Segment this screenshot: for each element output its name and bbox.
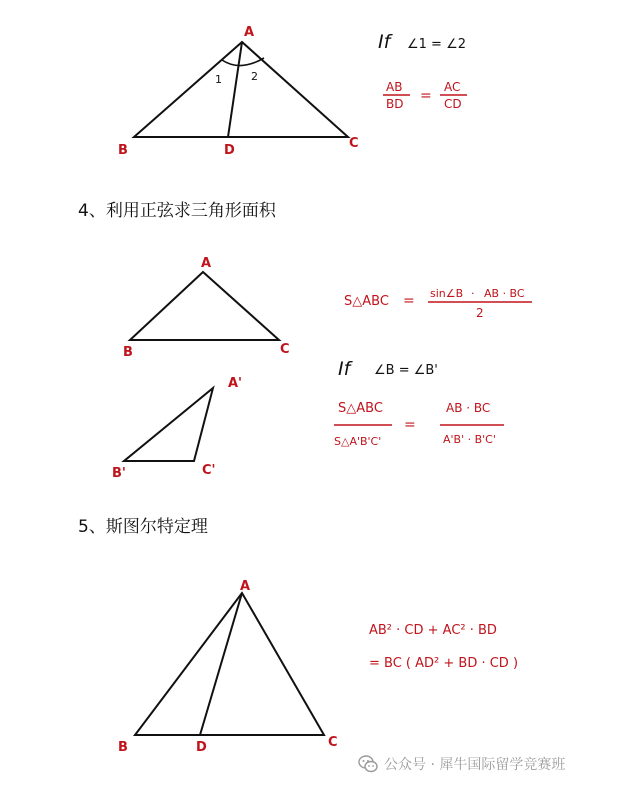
condition-if: If — [378, 31, 391, 53]
area-equals: = — [403, 293, 415, 309]
ratio-bd-den: BD — [386, 97, 404, 111]
angle-arc — [222, 58, 264, 66]
triangle-abc-3 — [135, 593, 324, 735]
triangle-abc-prime — [124, 388, 213, 461]
stewart-line-1: AB² · CD + AC² · BD — [369, 623, 497, 638]
area-lhs: S△ABC — [344, 294, 389, 309]
ratio-ac-num: AC — [444, 80, 461, 94]
formula-angle-bisector — [378, 31, 467, 111]
watermark — [358, 754, 565, 774]
angle-label-1: 1 — [215, 73, 222, 86]
ratio-sides-den: A'B' · B'C' — [443, 433, 496, 446]
formula-sine-area — [334, 287, 532, 448]
vertex-label-d: D — [224, 143, 235, 158]
cevian-ad — [200, 593, 242, 735]
vertex-label-a-prime: A' — [228, 376, 243, 391]
ratio-area-equals: = — [404, 417, 416, 433]
ratio-area-den: S△A'B'C' — [334, 435, 382, 448]
bisector-ad — [228, 42, 242, 137]
area-denominator: 2 — [476, 306, 484, 320]
vertex-label-a-3: A — [240, 579, 251, 594]
vertex-label-c-2: C — [280, 342, 290, 357]
vertex-label-b: B — [118, 143, 128, 158]
vertex-label-c: C — [349, 136, 359, 151]
area-numerator-sides: AB · BC — [484, 287, 525, 300]
figure-sine-area-triangle-prime — [112, 376, 242, 481]
vertex-label-c-3: C — [328, 735, 338, 750]
triangle-abc — [134, 42, 348, 137]
angle-label-2: 2 — [251, 70, 258, 83]
condition-if-2: If — [338, 358, 351, 380]
watermark-text: 公众号 · 犀牛国际留学竞赛班 — [384, 757, 566, 773]
formula-stewart — [369, 623, 518, 671]
area-numerator-sin: sin∠B — [430, 287, 464, 300]
vertex-label-b-3: B — [118, 740, 128, 755]
ratio-area-num: S△ABC — [338, 401, 383, 416]
condition-text-2: ∠B = ∠B' — [374, 363, 438, 378]
stewart-line-2: = BC ( AD² + BD · CD ) — [369, 656, 519, 671]
vertex-label-b-prime: B' — [112, 466, 126, 481]
triangle-abc-2 — [130, 272, 279, 340]
area-numerator-dot: · — [471, 287, 475, 300]
vertex-label-a: A — [244, 25, 255, 40]
condition-text: ∠1 = ∠2 — [407, 37, 467, 52]
section-heading-sine-area: 4、利用正弦求三角形面积 — [78, 201, 276, 221]
figure-sine-area-triangle — [123, 256, 290, 360]
wechat-icon — [358, 754, 378, 774]
ratio-ab-num: AB — [386, 80, 403, 94]
ratio-sides-num: AB · BC — [446, 401, 491, 415]
ratio-cd-den: CD — [444, 97, 462, 111]
vertex-label-b-2: B — [123, 345, 133, 360]
ratio-equals: = — [420, 88, 432, 104]
vertex-label-a-2: A — [201, 256, 212, 271]
section-heading-stewart: 5、斯图尔特定理 — [78, 517, 208, 537]
figure-angle-bisector — [118, 25, 359, 158]
figure-stewart — [118, 579, 338, 755]
vertex-label-c-prime: C' — [202, 463, 216, 478]
vertex-label-d-3: D — [196, 740, 207, 755]
